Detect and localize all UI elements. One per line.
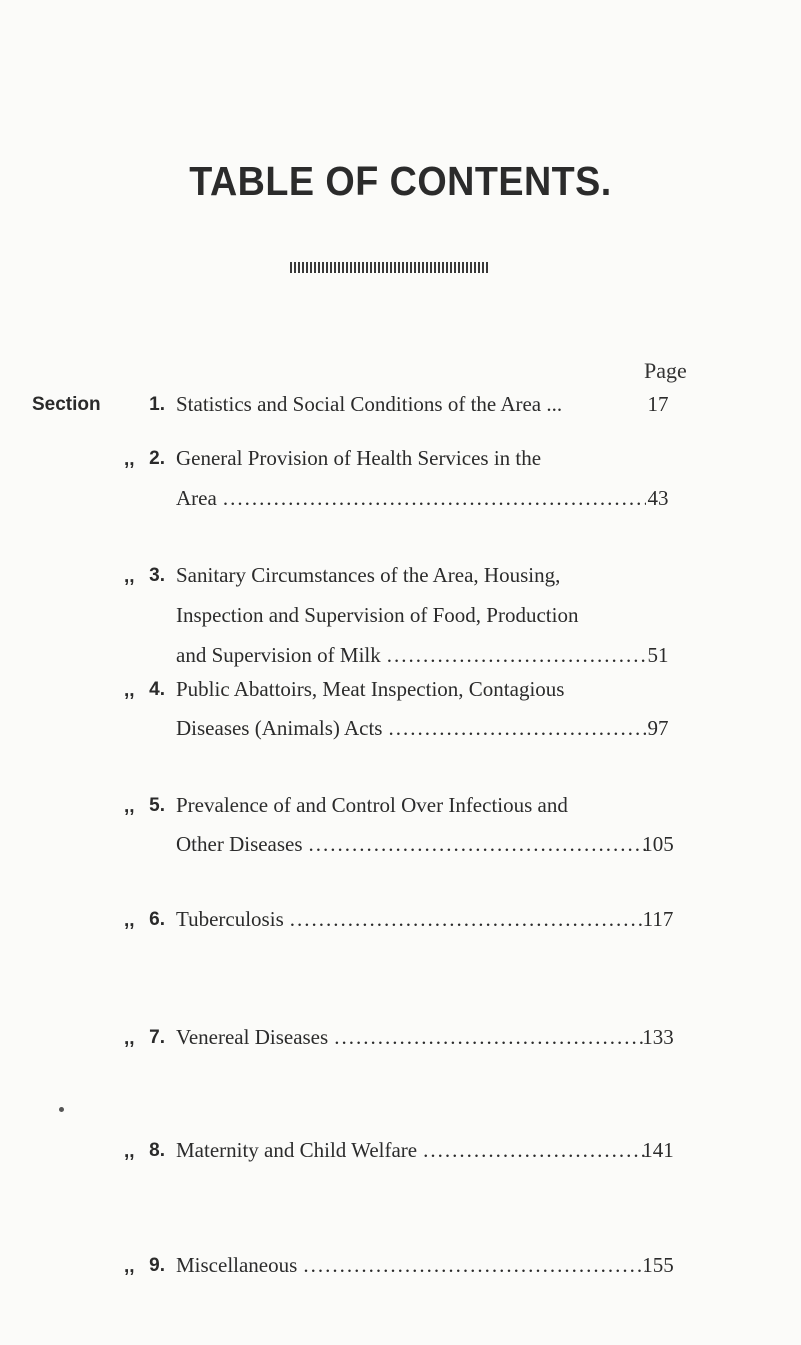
toc-entry-leader-line xyxy=(176,1253,646,1278)
dot-leader xyxy=(423,1138,646,1163)
toc-entry-text: Diseases (Animals) Acts xyxy=(176,716,383,740)
ditto-mark: ,, xyxy=(124,910,135,931)
toc-entry-text: Miscellaneous xyxy=(176,1253,298,1277)
section-number: 8. xyxy=(149,1140,165,1161)
toc-entry-text: General Provision of Health Services in the xyxy=(176,446,542,470)
toc-page-number: 155 xyxy=(642,1253,674,1277)
ditto-mark: ,, xyxy=(124,1256,135,1277)
dot-leader xyxy=(303,1253,646,1278)
toc-entry-leader-line xyxy=(176,486,646,511)
ditto-mark: ,, xyxy=(124,1141,135,1162)
toc-page-number: 105 xyxy=(642,832,674,856)
ditto-mark: ,, xyxy=(124,680,135,701)
section-number: 7. xyxy=(149,1027,165,1048)
toc-page-number: 97 xyxy=(647,716,669,740)
dot-leader xyxy=(223,486,646,511)
page-column-header: Page xyxy=(644,358,687,383)
toc-page-number: 43 xyxy=(647,486,669,510)
toc-page-number: 51 xyxy=(647,643,669,667)
section-number: 1. xyxy=(149,394,165,415)
toc-page-number: 141 xyxy=(642,1138,674,1162)
toc-entry-text: Prevalence of and Control Over Infectious and xyxy=(176,793,568,817)
print-speck xyxy=(59,1107,64,1112)
toc-entry-leader-line xyxy=(176,832,646,857)
toc-entry-text: Area xyxy=(176,486,217,510)
toc-entry-text: Venereal Diseases xyxy=(176,1025,329,1049)
ditto-mark: ,, xyxy=(124,796,135,817)
toc-entry-text: Statistics and Social Conditions of the Area ... xyxy=(176,392,563,416)
toc-entry-text: and Supervision of Milk xyxy=(176,643,381,667)
toc-page-number: 117 xyxy=(642,907,674,931)
dot-leader xyxy=(290,907,646,932)
toc-entry-text: Maternity and Child Welfare xyxy=(176,1138,418,1162)
ditto-mark: ,, xyxy=(124,449,135,470)
dot-leader xyxy=(387,643,646,668)
toc-entry-leader-line xyxy=(176,1138,646,1163)
decorative-rule xyxy=(290,262,488,273)
toc-entry-text: Inspection and Supervision of Food, Production xyxy=(176,603,579,627)
toc-entry-text: Other Diseases xyxy=(176,832,303,856)
dot-leader xyxy=(309,832,646,857)
toc-entry-text: Tuberculosis xyxy=(176,907,284,931)
dot-leader xyxy=(334,1025,646,1050)
section-number: 4. xyxy=(149,679,165,700)
section-number: 5. xyxy=(149,795,165,816)
section-label: Section xyxy=(32,394,101,415)
ditto-mark: ,, xyxy=(124,1028,135,1049)
section-number: 6. xyxy=(149,909,165,930)
toc-entry-leader-line xyxy=(176,907,646,932)
toc-entry-text: Sanitary Circumstances of the Area, Housing, xyxy=(176,563,561,587)
section-number: 9. xyxy=(149,1255,165,1276)
toc-entry-leader-line xyxy=(176,716,646,741)
page-title: TABLE OF CONTENTS. xyxy=(189,158,612,204)
toc-page-number: 133 xyxy=(642,1025,674,1049)
ditto-mark: ,, xyxy=(124,566,135,587)
toc-page-number: 17 xyxy=(647,392,669,416)
toc-entry-leader-line xyxy=(176,1025,646,1050)
toc-entry-leader-line xyxy=(176,643,646,668)
section-number: 2. xyxy=(149,448,165,469)
toc-entry-text: Public Abattoirs, Meat Inspection, Contagious xyxy=(176,677,565,701)
section-number: 3. xyxy=(149,565,165,586)
dot-leader xyxy=(388,716,646,741)
